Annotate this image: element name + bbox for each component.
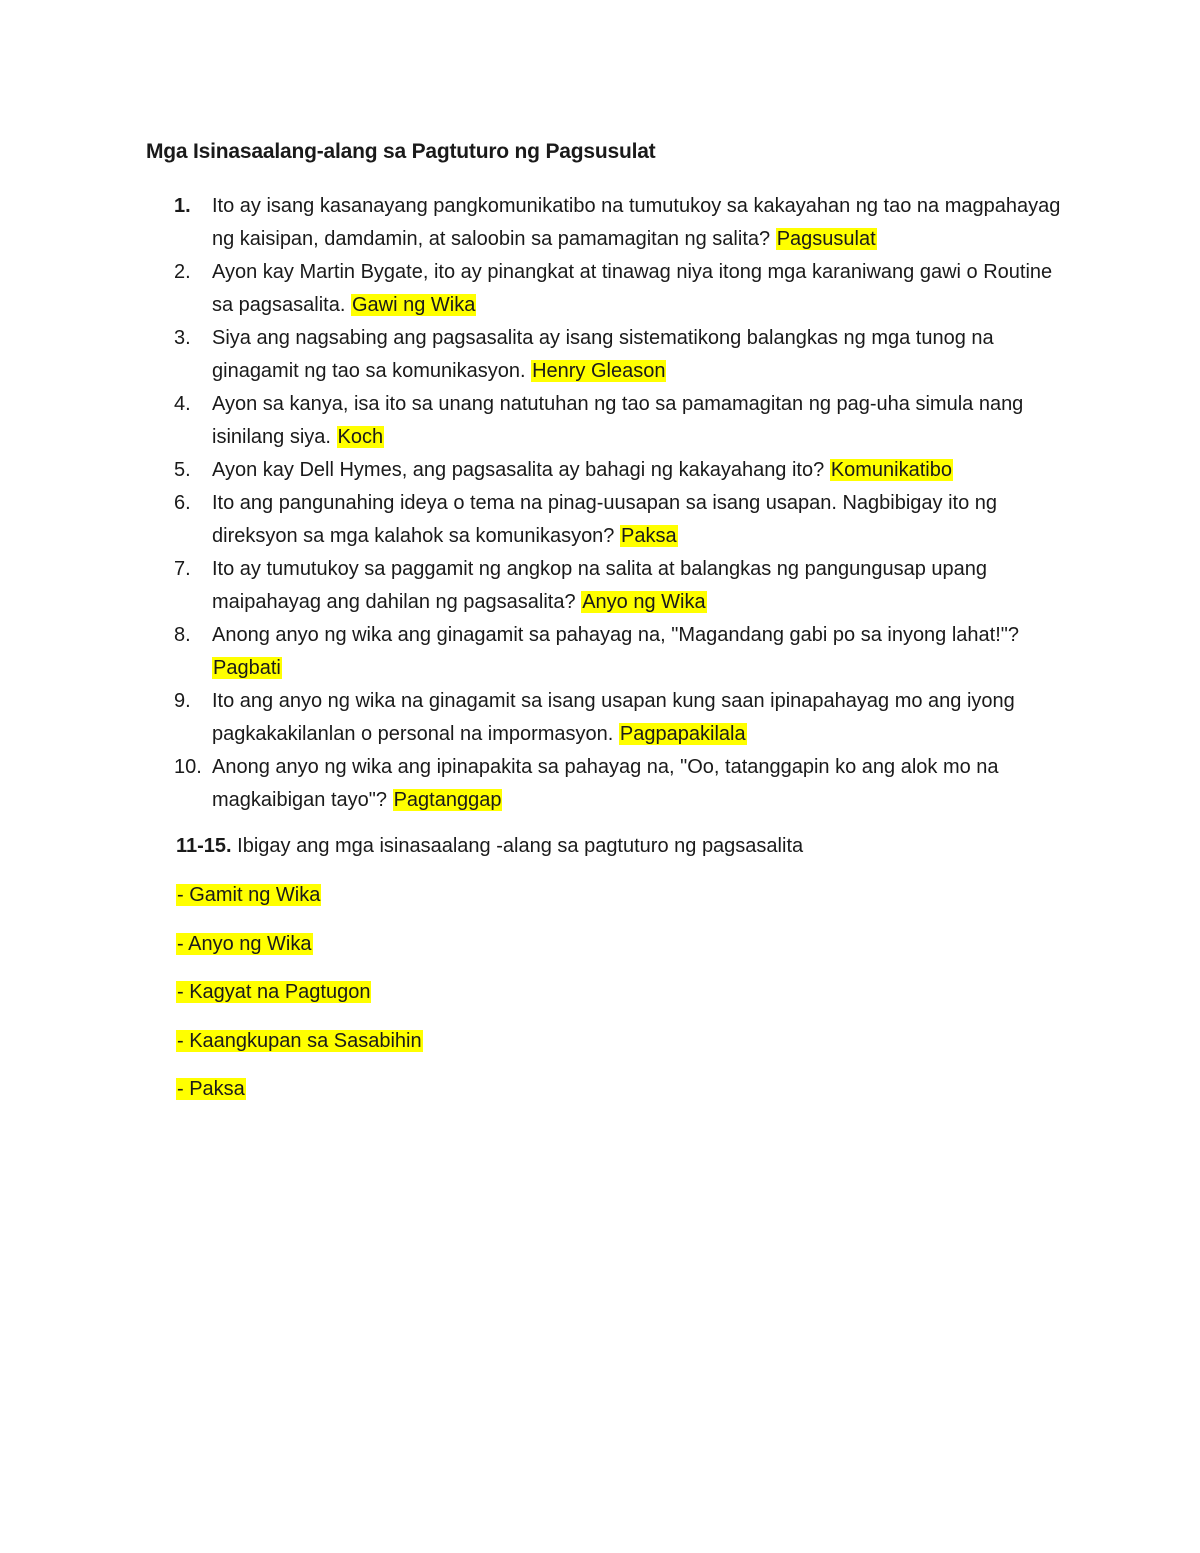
question-number: 6. bbox=[174, 492, 191, 514]
question-item-8 bbox=[0, 619, 1072, 685]
question-text: Ayon kay Martin Bygate, ito ay pinangkat at tinawag niya itong mga karaniwang gawi o Routine sa pagsasalita. bbox=[212, 261, 1053, 316]
question-answer-highlight: Koch bbox=[337, 426, 384, 448]
answer-list bbox=[176, 879, 423, 1122]
question-answer-highlight: Pagsusulat bbox=[776, 228, 876, 250]
question-number: 4. bbox=[174, 393, 191, 415]
question-answer-highlight: Anyo ng Wika bbox=[582, 591, 706, 613]
question-number: 3. bbox=[174, 327, 191, 349]
question-text: Siya ang nagsabing ang pagsasalita ay isang sistematikong balangkas ng mga tunog na ginagamit ng tao sa komunikasyon. bbox=[212, 327, 994, 382]
document-title: Mga Isinasaalang-alang sa Pagtuturo ng Pagsusulat bbox=[146, 140, 656, 163]
question-answer-highlight: Pagpapakilala bbox=[619, 723, 746, 745]
question-text: Ito ay tumutukoy sa paggamit ng angkop na salita at balangkas ng pangungusap upang maipahayag ang dahilan ng pagsasalita? bbox=[212, 558, 988, 613]
question-number: 2. bbox=[174, 261, 191, 283]
question-text: Ayon sa kanya, isa ito sa unang natutuhan ng tao sa pamamagitan ng pag-uha simula nang isinilang siya. bbox=[212, 393, 1024, 448]
answer-highlight: - Kagyat na Pagtugon bbox=[177, 981, 371, 1003]
question-text: Ito ay isang kasanayang pangkomunikatibo na tumutukoy sa kakayahan ng tao na magpahayag ng kaisipan, damdamin, at saloobin sa pamamagitan ng salita? bbox=[212, 195, 1061, 250]
question-text: Anong anyo ng wika ang ginagamit sa pahayag na, "Magandang gabi po sa inyong lahat!"? bbox=[212, 624, 1020, 646]
answer-item bbox=[176, 1025, 423, 1074]
answer-item bbox=[176, 976, 423, 1025]
question-item-7 bbox=[0, 553, 1072, 619]
question-answer-highlight: Henry Gleason bbox=[532, 360, 666, 382]
question-text: Ito ang anyo ng wika na ginagamit sa isang usapan kung saan ipinapahayag mo ang iyong pagkakakilanlan o personal na impormasyon. bbox=[212, 690, 1015, 745]
question-item-9 bbox=[0, 685, 1072, 751]
answer-item bbox=[176, 1073, 423, 1122]
question-text: Ayon kay Dell Hymes, ang pagsasalita ay bahagi ng kakayahang ito? bbox=[212, 459, 825, 481]
answer-highlight: - Kaangkupan sa Sasabihin bbox=[177, 1029, 422, 1052]
answer-highlight: - Paksa bbox=[177, 1078, 245, 1100]
question-number: 10. bbox=[174, 756, 202, 778]
question-item-2 bbox=[0, 256, 1072, 322]
question-item-10 bbox=[0, 751, 1072, 817]
question-answer-highlight: Pagbati bbox=[213, 657, 281, 679]
question-answer-highlight: Gawi ng Wika bbox=[351, 294, 476, 316]
answer-highlight: - Anyo ng Wika bbox=[177, 932, 312, 955]
question-item-3 bbox=[0, 322, 1072, 388]
section-prompt: Ibigay ang mga isinasaalang -alang sa pagtuturo ng pagsasalita bbox=[237, 835, 804, 857]
question-number: 9. bbox=[174, 690, 191, 712]
question-answer-highlight: Pagtanggap bbox=[393, 789, 502, 811]
answer-item bbox=[176, 879, 423, 928]
question-item-6 bbox=[0, 487, 1072, 553]
section-range: 11-15. bbox=[176, 835, 232, 857]
question-number: 8. bbox=[174, 624, 191, 646]
question-text: Ito ang pangunahing ideya o tema na pinag-uusapan sa isang usapan. Nagbibigay ito ng direksyon sa mga kalahok sa komunikasyon? bbox=[212, 492, 998, 547]
answer-item bbox=[176, 928, 423, 977]
question-answer-highlight: Komunikatibo bbox=[830, 459, 952, 481]
question-item-5 bbox=[0, 454, 1072, 487]
question-list bbox=[0, 190, 1200, 817]
question-item-1 bbox=[0, 190, 1072, 256]
question-number: 1. bbox=[174, 195, 191, 217]
question-text: Anong anyo ng wika ang ipinapakita sa pahayag na, "Oo, tatanggapin ko ang alok mo na magkaibigan tayo"? bbox=[212, 756, 999, 811]
section-heading bbox=[176, 830, 803, 863]
question-number: 5. bbox=[174, 459, 191, 481]
question-number: 7. bbox=[174, 558, 191, 580]
answer-highlight: - Gamit ng Wika bbox=[177, 884, 321, 906]
question-answer-highlight: Paksa bbox=[621, 525, 677, 547]
question-item-4 bbox=[0, 388, 1072, 454]
